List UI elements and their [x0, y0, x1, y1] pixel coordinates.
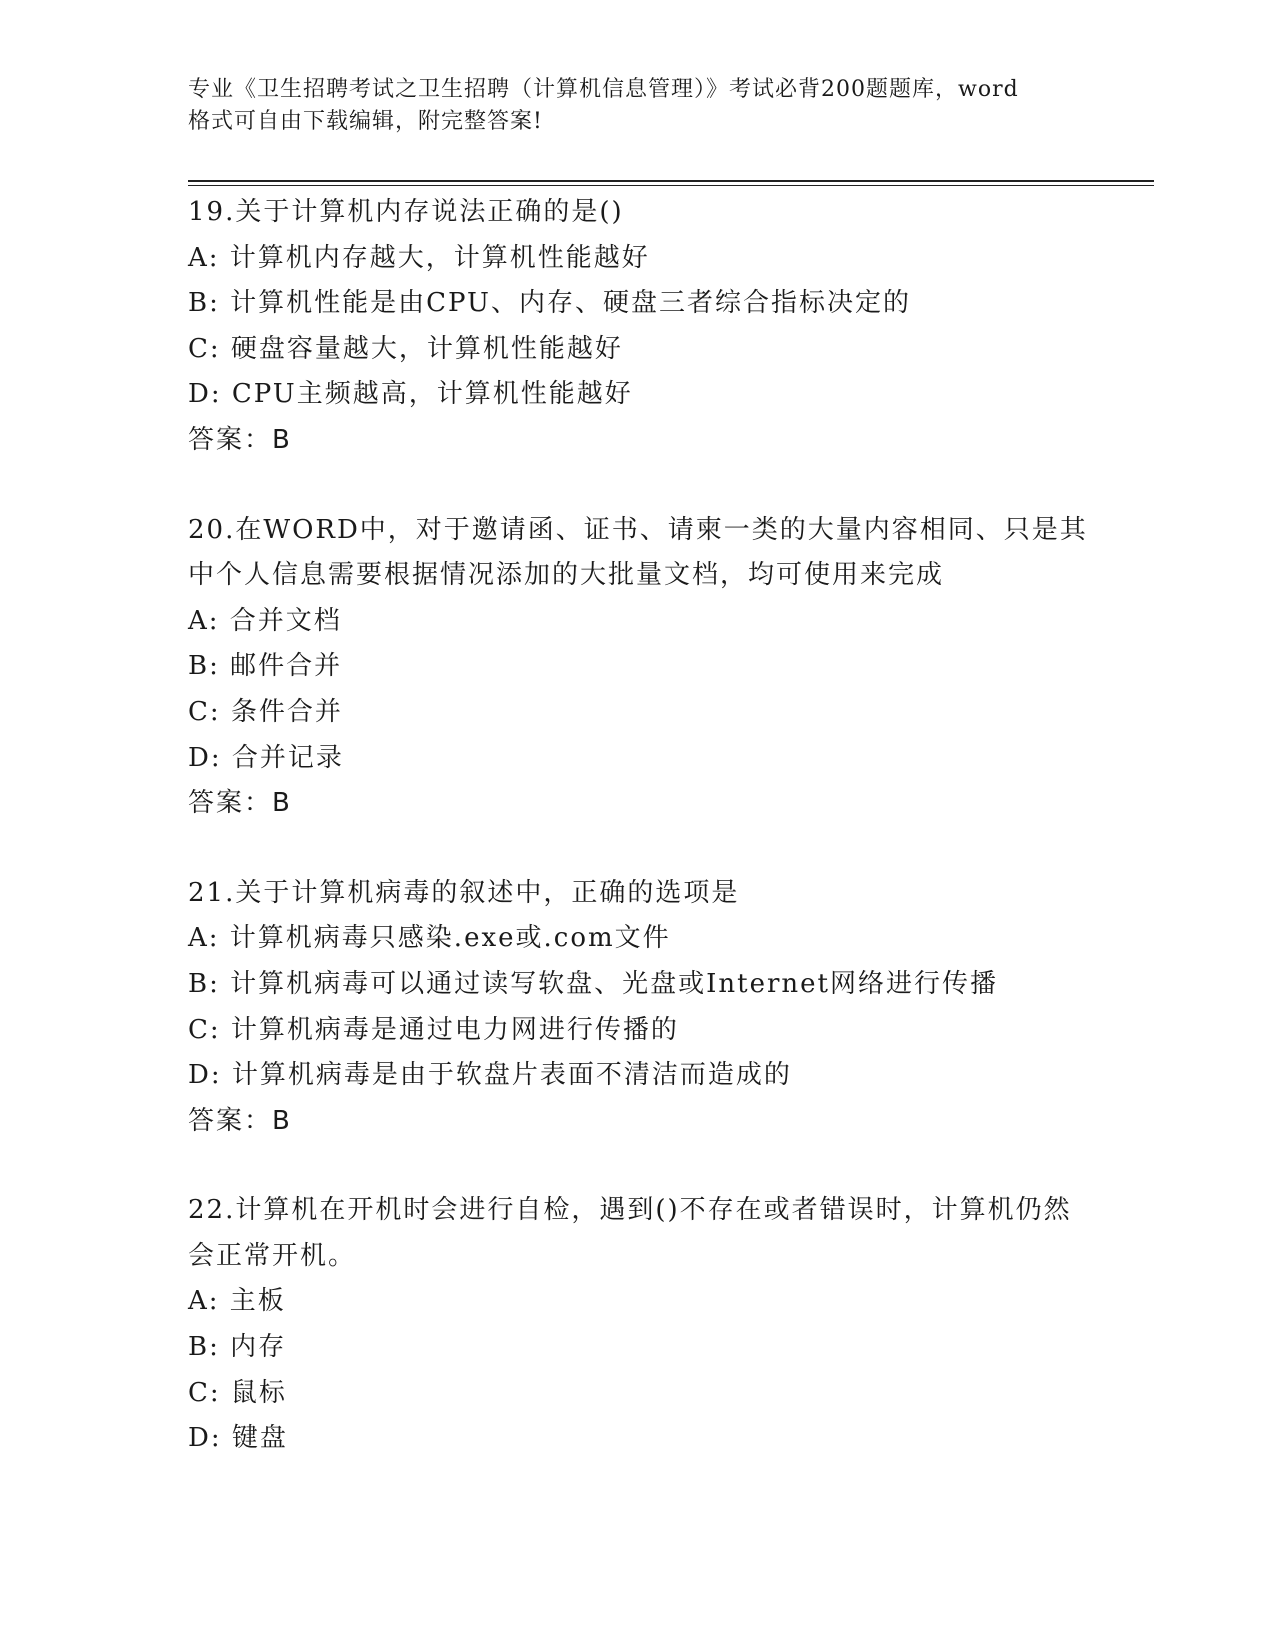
question-stem: 22.计算机在开机时会进行自检，遇到()不存在或者错误时，计算机仍然会正常开机。 [188, 1195, 1072, 1271]
answer-label: 答案：B [188, 788, 292, 819]
header-title-line-1: 专业《卫生招聘考试之卫生招聘（计算机信息管理）》考试必背200题题库，word [188, 77, 1019, 102]
question-stem: 20.在WORD中，对于邀请函、证书、请柬一类的大量内容相同、只是其中个人信息需要根据情况添加的大批量文档，均可使用来完成 [188, 514, 1088, 591]
header-divider-thick [188, 180, 1154, 182]
option-c: C: 计算机病毒是通过电力网进行传播的 [188, 1014, 679, 1045]
option-c: C: 硬盘容量越大，计算机性能越好 [188, 333, 623, 364]
header-title-line-2: 格式可自由下载编辑，附完整答案! [188, 109, 543, 134]
question-19 [188, 190, 1088, 464]
question-21 [188, 871, 1088, 1145]
option-b: B: 计算机病毒可以通过读写软盘、光盘或Internet网络进行传播 [188, 968, 998, 999]
option-d: D: 键盘 [188, 1423, 288, 1454]
option-a: A: 合并文档 [188, 605, 342, 636]
question-20 [188, 508, 1088, 827]
question-list [188, 190, 1088, 1462]
option-d: D: 合并记录 [188, 742, 344, 773]
option-a: A: 计算机病毒只感染.exe或.com文件 [188, 923, 671, 954]
answer-label: 答案：B [188, 424, 292, 455]
option-a: A: 计算机内存越大，计算机性能越好 [188, 242, 650, 273]
option-d: D: CPU主频越高，计算机性能越好 [188, 379, 633, 410]
document-header [188, 74, 1088, 138]
question-22 [188, 1188, 1088, 1462]
option-b: B: 邮件合并 [188, 651, 343, 682]
option-b: B: 内存 [188, 1332, 287, 1363]
option-c: C: 条件合并 [188, 696, 343, 727]
option-d: D: 计算机病毒是由于软盘片表面不清洁而造成的 [188, 1060, 792, 1091]
option-c: C: 鼠标 [188, 1377, 287, 1408]
answer-label: 答案：B [188, 1105, 292, 1136]
question-stem: 21.关于计算机病毒的叙述中，正确的选项是 [188, 877, 740, 908]
option-b: B: 计算机性能是由CPU、内存、硬盘三者综合指标决定的 [188, 288, 911, 319]
question-stem: 19.关于计算机内存说法正确的是() [188, 197, 624, 227]
option-a: A: 主板 [188, 1286, 286, 1317]
header-divider-thin [188, 185, 1154, 186]
